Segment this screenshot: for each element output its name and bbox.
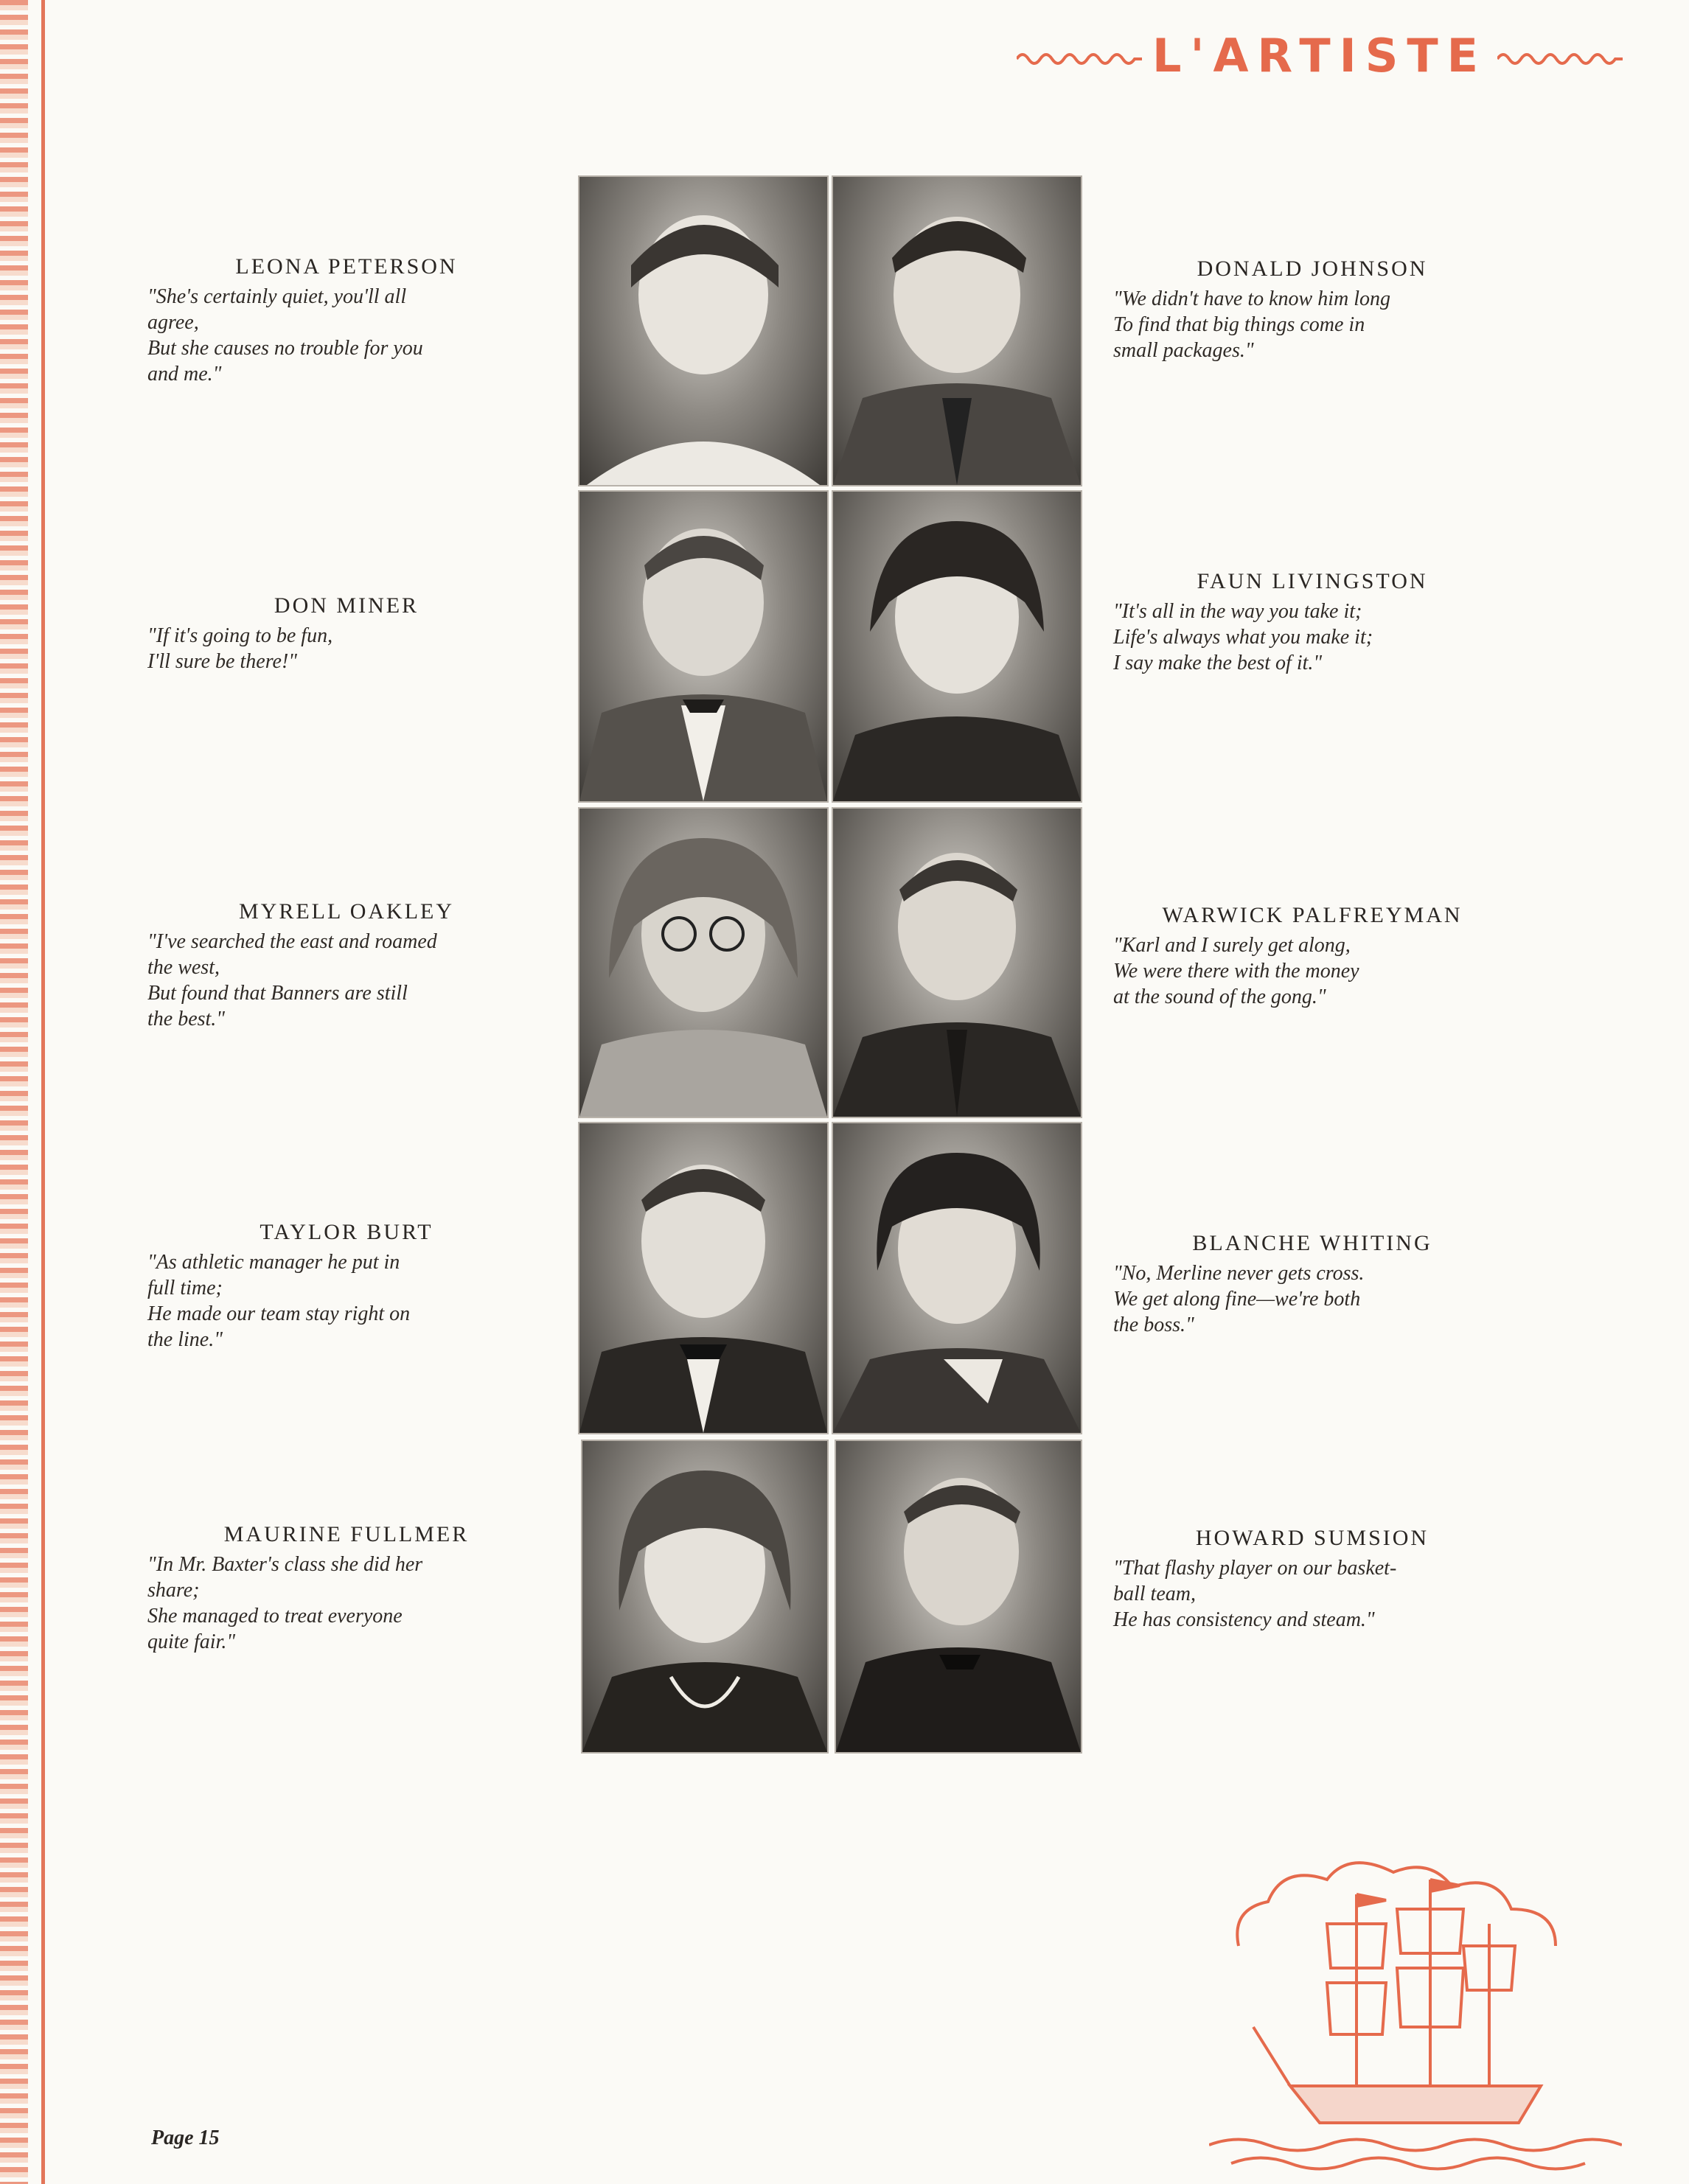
student-caption [1113,903,1511,1010]
wave-ornament-icon [1017,44,1142,66]
border-rule [41,0,45,2184]
student-quote: "We didn't have to know him long To find that big things come in small packages." [1113,287,1391,362]
student-name: MAURINE FULLMER [223,1522,470,1546]
student-quote: "In Mr. Baxter's class she did her share; She managed to treat everyone quite fair." [147,1553,423,1653]
student-name: DONALD JOHNSON [1197,257,1428,281]
portrait-photo [832,1122,1082,1434]
student-quote: "Karl and I surely get along, We were there with the money at the sound of the gong." [1113,934,1359,1008]
student-name: DON MINER [274,593,419,618]
student-name: BLANCHE WHITING [1192,1231,1432,1255]
portrait-photo [578,175,829,486]
portrait-photo [578,1122,829,1434]
student-caption [147,593,546,674]
student-caption [1113,257,1511,363]
portrait-photo [581,1440,829,1754]
portrait-photo [832,807,1082,1118]
student-quote: "That flashy player on our basket- ball team, He has consistency and steam." [1113,1557,1397,1631]
student-caption [147,254,546,387]
portrait-photo [832,175,1082,486]
wave-ornament-icon [1497,44,1623,66]
masthead [1003,22,1637,88]
student-name: HOWARD SUMSION [1195,1526,1429,1550]
masthead-title: L'ARTISTE [1152,28,1488,83]
student-name: WARWICK PALFREYMAN [1162,903,1463,927]
page-number: Page 15 [151,2127,220,2149]
student-caption [1113,569,1511,676]
student-caption [147,1220,546,1353]
portrait-photo [578,807,829,1118]
student-caption [1113,1526,1511,1633]
student-name: TAYLOR BURT [260,1220,433,1244]
ship-icon [1209,1843,1622,2182]
portrait-photo [835,1440,1082,1754]
student-quote: "She's certainly quiet, you'll all agree, But she causes no trouble for you and me." [147,285,423,385]
portrait-photo [832,490,1082,803]
student-name: MYRELL OAKLEY [238,899,455,924]
portrait-photo [578,490,829,803]
decorative-border [0,0,28,2184]
student-caption [147,899,546,1032]
student-quote: "It's all in the way you take it; Life's always what you make it; I say make the best of it." [1113,600,1373,674]
student-caption [1113,1231,1511,1338]
student-name: LEONA PETERSON [235,254,458,279]
student-caption [147,1522,546,1655]
student-quote: "I've searched the east and roamed the west, But found that Banners are still the best." [147,930,437,1030]
student-quote: "No, Merline never gets cross. We get along fine—we're both the boss." [1113,1262,1365,1336]
student-name: FAUN LIVINGSTON [1197,569,1428,593]
student-quote: "If it's going to be fun, I'll sure be there!" [147,624,333,673]
student-quote: "As athletic manager he put in full time; He made our team stay right on the line." [147,1251,411,1351]
